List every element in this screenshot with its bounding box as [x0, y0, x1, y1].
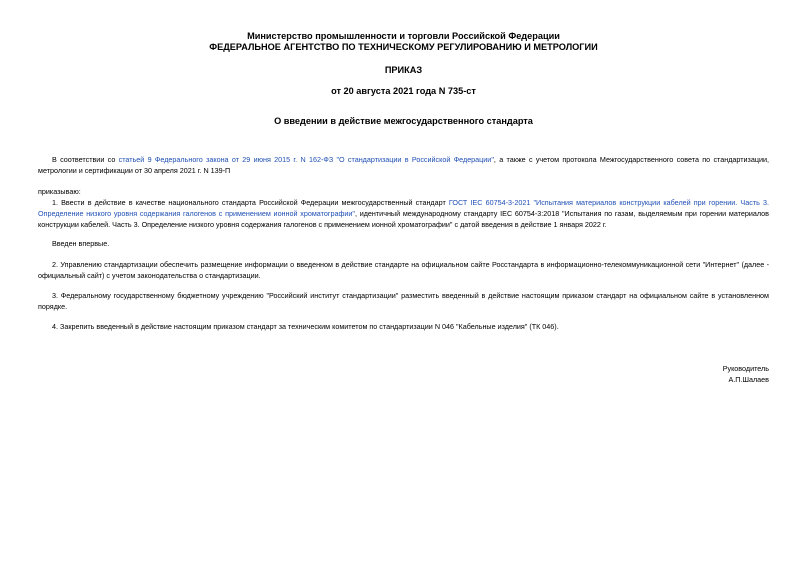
item-3-paragraph: 3. Федеральному государственному бюджетному учреждению "Российский институт стандартизации" разместить введенный в действие настоящим приказом стандарт на официальном сайте в установленном порядке.: [38, 291, 769, 311]
agency-name: ФЕДЕРАЛЬНОЕ АГЕНТСТВО ПО ТЕХНИЧЕСКОМУ РЕГУЛИРОВАНИЮ И МЕТРОЛОГИИ: [209, 42, 598, 52]
signatory-name: А.П.Шалаев: [728, 375, 769, 384]
signatory-position: Руководитель: [722, 364, 769, 373]
document-type: ПРИКАЗ: [384, 65, 423, 75]
item-1-prefix: 1. Ввести в действие в качестве национального стандарта Российской Федерации межгосударственный стандарт: [52, 198, 449, 207]
law-link[interactable]: статьей 9 Федерального закона от 29 июня 2015 г. N 162-ФЗ "О стандартизации в Российской Федерации": [118, 155, 494, 164]
prikazyvayu-text: приказываю:: [38, 187, 81, 196]
document-title: О введении в действие межгосударственного стандарта: [274, 116, 533, 126]
item-2-paragraph: 2. Управлению стандартизации обеспечить размещение информации о введенном в действие стандарте на официальном сайте Росстандарта в информационно-телекоммуникационной сети "Интернет" (далее - официальный сайт) с учетом законодательства о стандартизации.: [38, 260, 769, 280]
item-4-paragraph: 4. Закрепить введенный в действие настоящим приказом стандарт за техническим комитетом по стандартизации N 046 "Кабельные изделия" (ТК 046).: [52, 322, 559, 331]
intro-suffix: , а также с учетом протокола Межгосударственного совета по стандартизации, метрологии и сертификации от 30 апреля 2021 г. N 139-П: [38, 155, 769, 175]
standard-link[interactable]: ГОСТ IEC 60754-3-2021 "Испытания материалов конструкции кабелей при горении. Часть 3. Определение низкого уровня содержания галогенов с применением ионной хроматографии": [38, 198, 769, 218]
item-1-paragraph: [38, 197, 769, 230]
document-date-number: от 20 августа 2021 года N 735-ст: [331, 86, 476, 96]
item-1-suffix: , идентичный международному стандарту IEC 60754-3:2018 "Испытания по газам, выделяемым при горении материалов конструкции кабелей. Часть 3. Определение низкого уровня содержания галогенов с применением ионной хроматографии" с датой введения в действие 1 января 2022 г.: [38, 209, 769, 229]
intro-paragraph: [38, 154, 769, 176]
intro-prefix: В соответствии со: [52, 155, 119, 164]
ministry-name: Министерство промышленности и торговли Российской Федерации: [247, 31, 560, 41]
introduced-first-note: Введен впервые.: [52, 239, 110, 248]
